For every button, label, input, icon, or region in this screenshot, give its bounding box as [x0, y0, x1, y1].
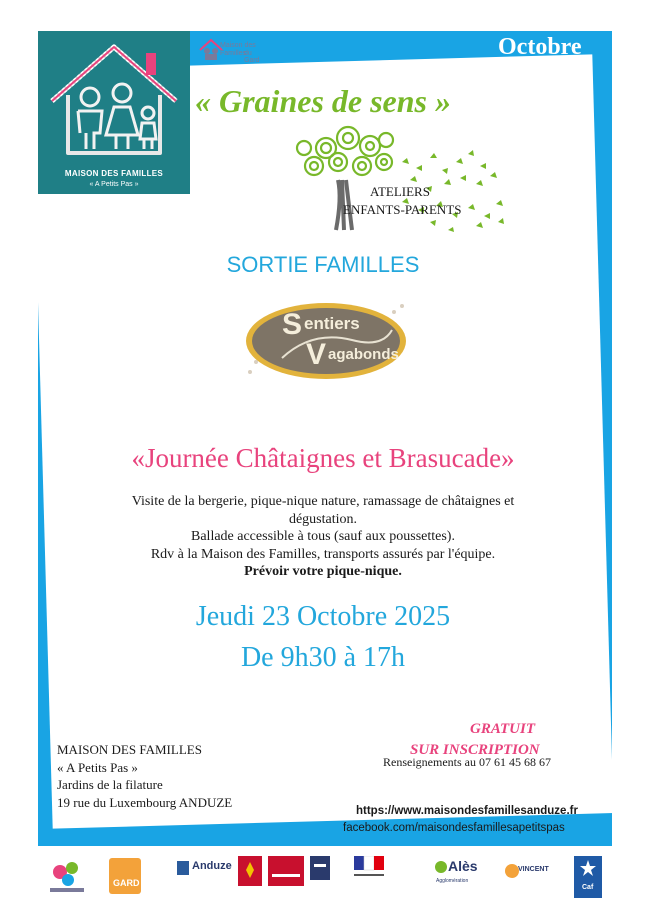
caf-label: Caf — [582, 884, 594, 891]
address-line: 19 rue du Luxembourg ANDUZE — [57, 794, 233, 810]
logo-letter-s: S — [282, 308, 303, 341]
event-description — [100, 493, 546, 581]
atelier-line2: ENFANTS-PARENTS — [343, 202, 462, 217]
address-line: Jardins de la filature — [57, 777, 163, 792]
partner-logos — [38, 850, 612, 902]
gard-logo — [108, 856, 142, 898]
logo-word-agabonds: agabonds — [328, 346, 399, 363]
address-line: « A Petits Pas » — [57, 759, 138, 775]
atelier-line1: ATELIERS — [370, 184, 430, 199]
description-line: dégustation. — [288, 511, 358, 527]
address-block — [57, 741, 232, 811]
page-title: « Graines de sens » — [194, 83, 451, 119]
cevennes-logo — [42, 856, 92, 898]
description-line: Visite de la bergerie, pique-nique nature, ramassage de châtaignes et — [131, 494, 515, 509]
ales-sub-label: Agglomération — [436, 878, 469, 884]
phone-info: Renseignements au 07 61 45 68 67 — [383, 755, 551, 769]
region-logo — [310, 856, 330, 898]
website-link[interactable]: https://www.maisondesfamillesanduze.fr — [356, 805, 578, 817]
anduze-label: Anduze — [192, 860, 232, 872]
occitanie-flag-logo — [238, 856, 262, 898]
event-date: Jeudi 23 Octobre 2025 — [195, 601, 451, 632]
month-label: Octobre — [498, 34, 582, 60]
small-logo-line3: du Gard — [244, 50, 260, 64]
sentiers-vagabonds-logo — [242, 300, 410, 382]
gard-label: GARD — [113, 878, 140, 888]
facebook-link[interactable]: facebook.com/maisondesfamillesapetitspas — [343, 822, 565, 834]
ales-logo — [434, 856, 484, 898]
small-family-icon — [198, 36, 224, 62]
address-line: MAISON DES FAMILLES — [57, 742, 202, 757]
tree-illustration — [290, 118, 510, 238]
logo-word-entiers: entiers — [304, 314, 360, 333]
description-line: Ballade accessible à tous (sauf aux poussettes). — [191, 529, 455, 544]
logo-caption-name: MAISON DES FAMILLES — [64, 169, 164, 178]
ales-label: Alès — [448, 858, 478, 874]
description-line: Rdv à la Maison des Familles, transports assurés par l'équipe. — [150, 546, 496, 562]
small-logo-line1: Maison des — [220, 42, 256, 49]
saint-vincent-logo — [504, 856, 554, 898]
small-logo-line2: Familles — [220, 50, 247, 57]
logo-letter-v: V — [306, 338, 327, 371]
republique-logo — [354, 856, 384, 898]
saint-vincent-label: VINCENT — [518, 866, 549, 873]
anduze-logo — [176, 856, 232, 898]
sortie-heading: SORTIE FAMILLES — [226, 252, 420, 277]
caf-logo — [574, 856, 602, 898]
occitanie-logo — [268, 856, 304, 898]
registration-label: SUR INSCRIPTION — [410, 742, 540, 758]
maison-des-familles-du-gard-logo — [196, 34, 268, 68]
free-label: GRATUIT — [470, 721, 536, 737]
logo-caption-subtitle: « A Petits Pas » — [89, 181, 139, 188]
event-title: «Journée Châtaignes et Brasucade» — [131, 443, 515, 473]
event-time: De 9h30 à 17h — [240, 642, 406, 673]
description-line-bold: Prévoir votre pique-nique. — [244, 564, 402, 579]
